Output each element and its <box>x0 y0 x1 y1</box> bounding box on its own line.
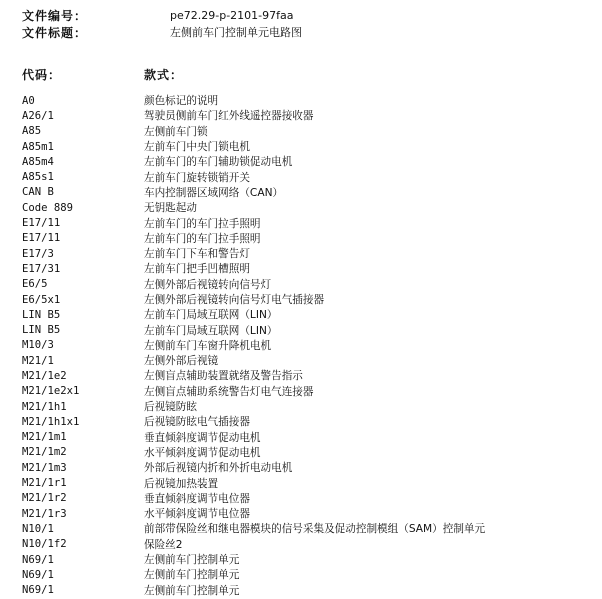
item-description: 左前车门下车和警告灯 <box>144 248 250 261</box>
list-item <box>22 430 597 445</box>
item-code: M21/1e2x1 <box>22 385 80 398</box>
item-code: E17/11 <box>22 232 61 245</box>
item-description: 前部带保险丝和继电器模块的信号采集及促动控制模组（SAM）控制单元 <box>144 523 486 536</box>
item-description: 水平倾斜度调节电位器 <box>144 508 250 521</box>
code-column-header: 代码： <box>22 68 62 82</box>
item-code: E17/3 <box>22 247 54 260</box>
item-description: 后视镜防眩电气插接器 <box>144 416 250 429</box>
model-column-header: 款式： <box>144 68 184 82</box>
list-item <box>22 215 597 230</box>
list-item <box>22 567 597 582</box>
list-item <box>22 384 597 399</box>
item-description: 外部后视镜内折和外折电动电机 <box>144 462 293 475</box>
doc-title-label: 文件标题： <box>22 25 88 40</box>
item-code: CAN B <box>22 186 54 199</box>
doc-title-row <box>22 24 302 40</box>
item-code: A85s1 <box>22 171 54 184</box>
list-item <box>22 108 597 123</box>
item-description: 左侧外部后视镜转向信号灯电气插接器 <box>144 294 325 306</box>
list-item <box>22 93 597 108</box>
list-item <box>22 261 597 276</box>
list-item <box>22 460 597 475</box>
item-code: N69/1 <box>22 568 54 581</box>
item-description: 左侧前车门控制单元 <box>144 569 240 582</box>
list-item <box>22 338 597 353</box>
item-code: M21/1 <box>22 354 54 367</box>
list-item <box>22 292 597 307</box>
doc-number-value: pe72.29-p-2101-97faa <box>170 8 294 22</box>
item-code: M21/1r1 <box>22 477 67 490</box>
item-description: 左前车门局域互联网（LIN） <box>144 309 278 322</box>
list-item <box>22 185 597 200</box>
item-description: 无钥匙起动 <box>144 202 197 215</box>
item-description: 左前车门中央门锁电机 <box>144 141 250 154</box>
list-item <box>22 552 597 567</box>
list-item <box>22 124 597 139</box>
item-code: M21/1r2 <box>22 492 67 505</box>
item-code: N10/1f2 <box>22 538 67 551</box>
item-description: 左侧前车门锁 <box>144 125 208 138</box>
list-item <box>22 368 597 383</box>
list-item <box>22 277 597 292</box>
item-code: M21/1m3 <box>22 461 67 474</box>
item-code: E6/5 <box>22 278 48 291</box>
item-description: 左侧前车门控制单元 <box>144 584 240 597</box>
item-description: 垂直倾斜度调节促动电机 <box>144 431 261 444</box>
item-description: 水平倾斜度调节促动电机 <box>144 446 261 459</box>
item-code: A0 <box>22 94 35 107</box>
item-description: 左侧外部后视镜转向信号灯 <box>144 278 272 291</box>
item-code: M21/1e2 <box>22 369 67 382</box>
item-description: 车内控制器区域网络（CAN） <box>144 186 284 199</box>
item-code: E6/5x1 <box>22 293 61 306</box>
item-code: E17/11 <box>22 217 61 230</box>
item-code: N10/1 <box>22 522 54 535</box>
item-description: 后视镜防眩 <box>144 401 197 414</box>
item-description: 垂直倾斜度调节电位器 <box>144 492 250 505</box>
list-item <box>22 322 597 337</box>
item-description: 保险丝2 <box>144 538 183 551</box>
item-code: Code 889 <box>22 201 74 214</box>
list-item <box>22 491 597 506</box>
list-item <box>22 399 597 414</box>
item-description: 左前车门的车门辅助锁促动电机 <box>144 156 293 169</box>
item-description: 左侧盲点辅助系统警告灯电气连接器 <box>144 385 314 398</box>
item-description: 颜色标记的说明 <box>144 95 219 108</box>
item-code: LIN B5 <box>22 324 61 337</box>
list-item <box>22 154 597 169</box>
item-description: 左前车门把手凹槽照明 <box>144 263 250 276</box>
legend-list <box>22 93 597 598</box>
item-description: 左侧前车门控制单元 <box>144 554 240 567</box>
item-code: E17/31 <box>22 262 61 275</box>
list-item <box>22 169 597 184</box>
item-code: N69/1 <box>22 553 54 566</box>
list-item <box>22 583 597 598</box>
list-item <box>22 506 597 521</box>
item-code: M10/3 <box>22 339 54 352</box>
item-description: 左侧外部后视镜 <box>144 355 219 368</box>
list-item <box>22 537 597 552</box>
item-description: 驾驶员侧前车门红外线遥控器接收器 <box>144 110 314 123</box>
item-description: 后视镜加热装置 <box>144 477 219 490</box>
item-code: M21/1m1 <box>22 431 67 444</box>
list-item <box>22 200 597 215</box>
list-item <box>22 414 597 429</box>
doc-number-label: 文件编号： <box>22 8 88 23</box>
doc-number-row <box>22 7 293 23</box>
item-description: 左前车门的车门拉手照明 <box>144 232 261 245</box>
list-item <box>22 139 597 154</box>
list-item <box>22 521 597 536</box>
list-item <box>22 445 597 460</box>
list-item <box>22 353 597 368</box>
list-item <box>22 475 597 490</box>
item-code: A85m1 <box>22 140 54 153</box>
item-description: 左侧前车门车窗升降机电机 <box>144 339 272 352</box>
list-item <box>22 246 597 261</box>
item-code: A85m4 <box>22 155 54 168</box>
item-description: 左前车门局域互联网（LIN） <box>144 324 278 337</box>
list-item <box>22 307 597 322</box>
item-code: A26/1 <box>22 109 54 122</box>
list-item <box>22 231 597 246</box>
item-code: A85 <box>22 125 42 138</box>
item-description: 左侧盲点辅助装置就绪及警告指示 <box>144 370 303 383</box>
item-code: N69/1 <box>22 584 54 597</box>
item-code: M21/1r3 <box>22 507 67 520</box>
item-code: LIN B5 <box>22 308 61 321</box>
doc-title-value: 左侧前车门控制单元电路图 <box>170 26 302 39</box>
item-description: 左前车门旋转锁销开关 <box>144 171 250 184</box>
item-code: M21/1h1 <box>22 400 67 413</box>
item-description: 左前车门的车门拉手照明 <box>144 217 261 230</box>
item-code: M21/1m2 <box>22 446 67 459</box>
item-code: M21/1h1x1 <box>22 415 80 428</box>
